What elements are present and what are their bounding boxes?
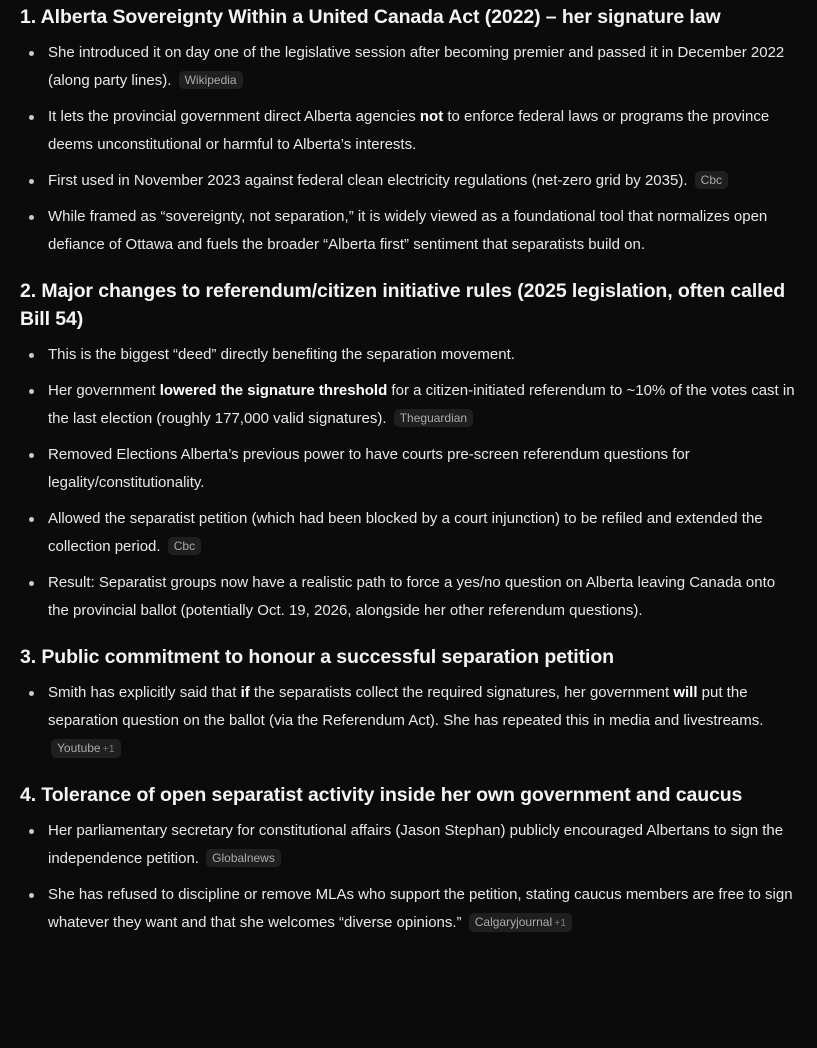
- list-item: [20, 203, 797, 259]
- bold-text: if: [240, 684, 250, 701]
- source-citation-chip[interactable]: [206, 849, 281, 867]
- bullet-list: [20, 39, 797, 259]
- source-label: Cbc: [700, 173, 723, 187]
- text-run: She has refused to discipline or remove MLAs who support the petition, stating caucus members are free to sign whatever they want and that she welcomes “diverse opinions.”: [48, 886, 793, 931]
- source-citation-chip[interactable]: [51, 739, 121, 758]
- list-item: [20, 441, 797, 497]
- list-item: [20, 167, 797, 195]
- list-item: [20, 103, 797, 159]
- section-heading: 1. Alberta Sovereignty Within a United Canada Act (2022) – her signature law: [20, 6, 721, 28]
- section-3: [20, 643, 797, 763]
- text-run: It lets the provincial government direct Alberta agencies: [48, 108, 420, 125]
- list-item: [20, 39, 797, 95]
- list-item: [20, 377, 797, 433]
- list-item: [20, 341, 797, 369]
- text-run: put the separation question on the ballot (via the Referendum Act). She has repeated this in media and livestreams.: [48, 684, 764, 729]
- list-item: [20, 881, 797, 937]
- text-run: First used in November 2023 against federal clean electricity regulations (net-zero grid by 2035).: [48, 172, 688, 189]
- text-run: Allowed the separatist petition (which had been blocked by a court injunction) to be refiled and extended the collection period.: [48, 510, 763, 555]
- text-run: Her government: [48, 382, 160, 399]
- source-citation-chip[interactable]: [168, 537, 201, 555]
- section-heading: 3. Public commitment to honour a successful separation petition: [20, 646, 614, 668]
- section-4: [20, 781, 797, 937]
- source-label: Theguardian: [399, 411, 468, 425]
- bullet-list: [20, 817, 797, 937]
- bullet-list: [20, 341, 797, 625]
- list-item: [20, 817, 797, 873]
- list-item: [20, 679, 797, 763]
- list-item: [20, 505, 797, 561]
- text-run: She introduced it on day one of the legislative session after becoming premier and passed it in December 2022 (along party lines).: [48, 44, 785, 89]
- text-run: for a citizen-initiated referendum to ~10% of the votes cast in the last election (roughly 177,000 valid signatures).: [48, 382, 795, 427]
- bullet-list: [20, 679, 797, 763]
- source-label: Globalnews: [212, 851, 275, 865]
- text-run: Removed Elections Alberta’s previous power to have courts pre-screen referendum questions for legality/constitutionality.: [48, 446, 690, 491]
- text-run: to enforce federal laws or programs the province deems unconstitutional or harmful to Alberta’s interests.: [48, 108, 770, 153]
- source-extra-count: +1: [102, 743, 115, 755]
- source-label: Youtube: [57, 741, 101, 755]
- source-citation-chip[interactable]: [394, 409, 473, 427]
- source-citation-chip[interactable]: [695, 171, 728, 189]
- source-extra-count: +1: [554, 917, 567, 929]
- text-run: Her parliamentary secretary for constitutional affairs (Jason Stephan) publicly encouraged Albertans to sign the independence petition.: [48, 822, 784, 867]
- source-label: Calgaryjournal: [474, 915, 553, 929]
- text-run: Smith has explicitly said that: [48, 684, 241, 701]
- text-run: Result: Separatist groups now have a realistic path to force a yes/no question on Alberta leaving Canada onto the provincial ballot (potentially Oct. 19, 2026, alongside her other referendum questions).: [48, 574, 776, 619]
- text-run: While framed as “sovereignty, not separation,” it is widely viewed as a foundational tool that normalizes open defiance of Ottawa and fuels the broader “Alberta first” sentiment that separatists build on.: [48, 208, 768, 253]
- source-citation-chip[interactable]: [179, 71, 243, 89]
- source-label: Cbc: [173, 539, 196, 553]
- text-run: This is the biggest “deed” directly benefiting the separation movement.: [48, 346, 515, 363]
- section-2: [20, 277, 797, 625]
- section-1: [20, 3, 797, 259]
- section-heading: 2. Major changes to referendum/citizen initiative rules (2025 legislation, often called Bill 54): [20, 280, 786, 330]
- text-run: the separatists collect the required signatures, her government: [249, 684, 674, 701]
- bold-text: not: [419, 108, 444, 125]
- source-label: Wikipedia: [184, 73, 237, 87]
- bold-text: will: [673, 684, 698, 701]
- list-item: [20, 569, 797, 625]
- section-heading: 4. Tolerance of open separatist activity inside her own government and caucus: [20, 784, 743, 806]
- bold-text: lowered the signature threshold: [159, 382, 388, 399]
- source-citation-chip[interactable]: [469, 913, 572, 932]
